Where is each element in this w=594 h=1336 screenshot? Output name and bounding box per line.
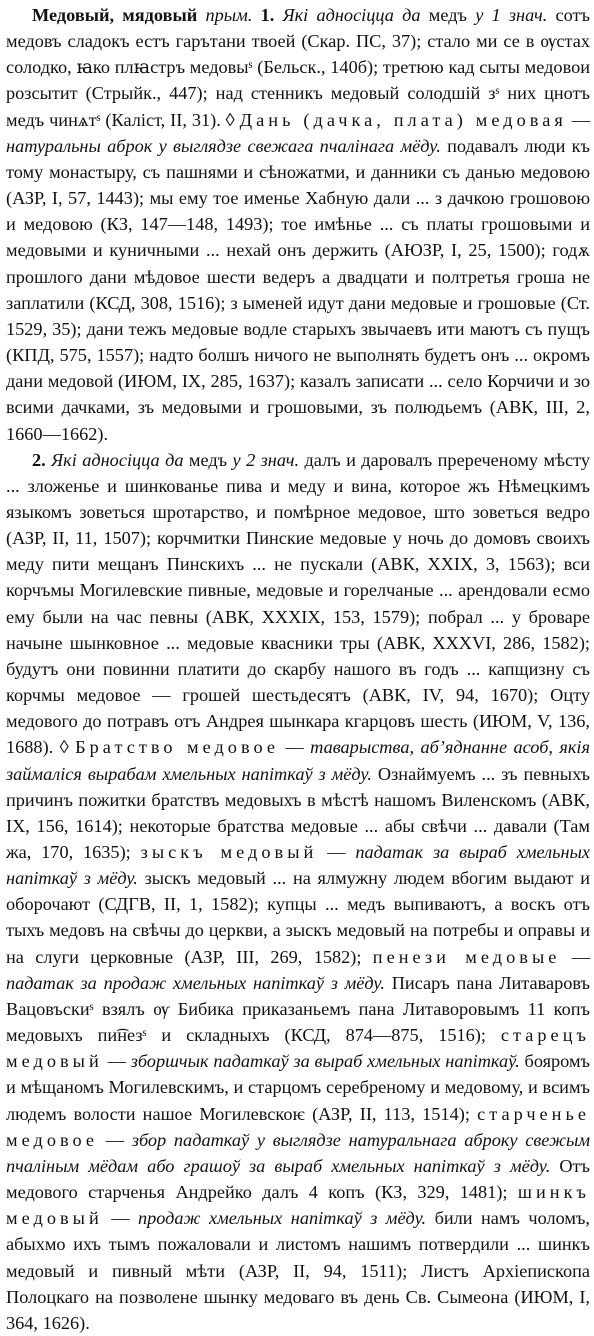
spaced-phrase: старченье медовое [6, 1103, 590, 1150]
text-run [197, 5, 205, 25]
bold-text: Медовый, мядовый [32, 5, 198, 25]
italic-gloss: зборшчык падаткаў за выраб хмельных напіткаў. [130, 1051, 520, 1072]
italic-gloss: падатак за продаж хмельных напіткаў з мёду. [6, 972, 385, 993]
spaced-phrase: Братство медовое [75, 737, 280, 758]
italic-gloss: Які адносіцца да [51, 449, 184, 470]
spaced-phrase: пенези медовые [372, 946, 561, 967]
italic-gloss: таварыства, аб’яднанне асоб, якія займаліся вырабам хмельных напіткаў з мёду. [6, 737, 590, 784]
entry-paragraph-1 [6, 2, 590, 447]
text-run: зыскъ медовый ... на ялмужну людем вбогим выдают и оборочают (СДГВ, II, 1, 1582); купцы ... медъ выпиваютъ, а воскъ отъ тыхъ медовъ на свѣчы до церкви, а зыскъ медовый на потребы и оправы и на слуги церковные (АЗР, III, 269, 1582); [6, 868, 590, 967]
italic-gloss: збор падаткаў у выглядзе натуральнага аброку свежым пчаліным мёдам або грашоў за выраб хмельных напіткаў з мёду. [6, 1129, 590, 1176]
bold-text: 2. [32, 449, 46, 470]
italic-gloss: у 2 знач. [232, 449, 300, 470]
text-run: — [279, 737, 311, 758]
text-run: били намъ чоломъ, абыхмо ихъ тымъ пожаловали и листомъ нашимъ потвердили ... шинкъ медовый и пивный мѣти (АЗР, II, 94, 1511); Листъ Архіепископа Полоцкаго на позволене шынку медоваго въ день Св. Сымеона (ИЮМ, I, 364, 1626). [6, 1208, 590, 1333]
italic-gloss: у 1 знач. [475, 5, 548, 25]
italic-gloss: падатак за выраб хмельных напіткаў з мёду. [6, 842, 591, 889]
spaced-phrase: шинкъ медовый [6, 1182, 590, 1229]
spaced-phrase: зыскъ медовый [140, 842, 318, 862]
spaced-phrase: старецъ медовый [6, 1025, 590, 1072]
bold-text: 1. [260, 5, 275, 25]
italic-gloss: прым. [205, 5, 253, 25]
text-run: — [566, 109, 590, 130]
text-run: подавалъ люди къ тому монастыру, съ пашнями и сѣножатми, и данники съ данью медовою (АЗР, I, 57, 1443); мы ему тое именье Хабную дали ... з дачкою грошовою и медовою (КЗ, 147—148, 1493); тое имѣнье ... съ платы грошовыми и медовыми и куничными ... нехай онъ держить (АЮЗР, I, 25, 1500); годѫ прошлого дани мѣдовое шести ведеръ а двадцати и полтретья гроша не заплатили (КСД, 308, 1516); з ыменей идут дани медовые и грошовые (Ст. 1529, 35); дани тежъ медовые водле старыхъ звычаевъ ити маютъ съ пущъ (КПД, 575, 1557); надто болшъ ничого не выполнять будетъ онъ ... окромъ дани медовой (ИЮМ, IX, 285, 1637); казалъ записати ... село Корчичи и зо всими дачками, зъ медовыми и грошовыми, зъ полюдьемъ (АВК, III, 2, 1660—1662). [6, 135, 590, 444]
italic-gloss: натуральны аброк у выглядзе свежага пчалінага мёду. [6, 135, 441, 156]
text-run: — [317, 842, 356, 862]
italic-gloss: продаж хмельных напіткаў з мёду. [137, 1208, 427, 1229]
entry-paragraph-2 [6, 447, 590, 1336]
text-run: далъ и даровалъ пререченому мѣсту ... зложенье и шинкованье пива и меду и вина, которое жъ Нѣмецкимъ языкомъ зоветься шротарство, и помѣрное медовое, што зоветься ведро (АЗР, II, 11, 1507); корчмитки Пинские медовые у ночь до домовъ своихъ меду пити мещанъ Пинскихъ ... не пускали (АВК, XXIX, 3, 1563); вси корчъмы Могилевские пивные, медовые и горелчаные ... арендовали есмо ему были на час певны (АВК, XXXIX, 153, 1579); побрал ... у броваре начыне шынковное ... медовые квасники тры (АВК, XXXVI, 286, 1582); будутъ они повинни платити до скарбу нашого въ годъ ... капщизну съ корчмы медовое — грошей шестьдесятъ (АВК, IV, 94, 1670); Оцту медового до потравъ отъ Андрея шынкара кгарцовъ шесть (ИЮМ, V, 136, 1688). ◊ [6, 449, 590, 758]
text-run: Oзнаймуемъ ... зъ певныхъ причинъ пожитки братствъ медовыхъ в мѣстѣ нашомъ Виленскомъ (АВК, IX, 156, 1614); некоторые братства медовые ... абы свѣчи ... давали (Там жа, 170, 1635); [6, 763, 590, 862]
text-run: — [560, 946, 590, 967]
text-run [274, 5, 282, 25]
spaced-phrase: Дань (дачка, плата) медовая [239, 109, 567, 130]
text-run: Писаръ пана Литаваровъ Вацовъскиˢ взялъ ѹ Бибика приказаньемъ пана Литаворовымъ 11 копъ медовыхъ пи͡незˢ и складныхъ (КСД, 874—875, 1516); [6, 972, 590, 1046]
text-run: сотъ медовъ сладокъ естъ гарътани твоей (Скар. ПС, 37); стало ми се в ѹстах солодко, ꙗко плꙗстръ медовыˢ (Бельск., 140б); третюю кад сыты медовои розсытит (Стрыйк., 447); над стенникъ медовый солодшій зˢ них цнотъ медъ чинѧтˢ (Каліст, II, 31). ◊ [6, 5, 590, 130]
text-run: — [102, 1208, 138, 1229]
text-run: — [102, 1051, 131, 1072]
text-run [252, 5, 260, 25]
italic-gloss: Які адносіцца да [282, 5, 421, 25]
text-run: бояромъ и мѣщаномъ Могилевскимъ, и старцомъ серебреному и медовому, и всимъ людемъ волости нашое Могилевскоѥ (АЗР, II, 113, 1514); [6, 1051, 590, 1124]
text-run: медъ [183, 449, 233, 470]
text-run: медъ [420, 5, 476, 25]
text-run: Отъ медового старченья Андрейко далъ 4 копъ (КЗ, 329, 1481); [6, 1155, 590, 1203]
text-run: — [98, 1129, 132, 1150]
